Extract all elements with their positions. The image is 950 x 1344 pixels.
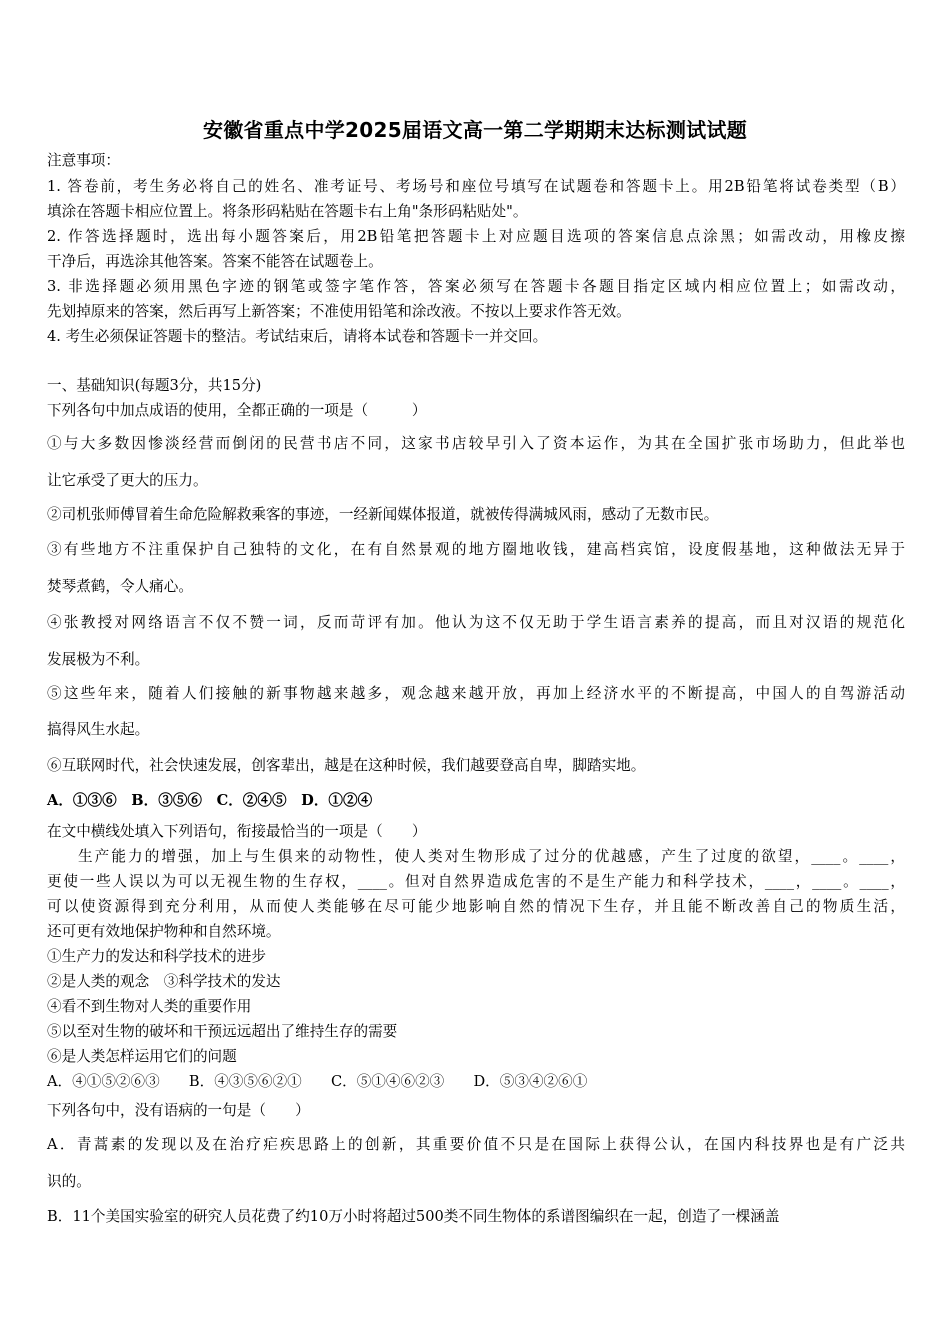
question-1-sentence: ⑤这些年来，随着人们接触的新事物越来越多，观念越来越开放，再加上经济水平的不断提高，中国人的自驾游活动 — [47, 685, 905, 702]
question-2-passage: 更使一些人误以为可以无视生物的生存权，____。但对自然界造成危害的不是生产能力和科学技术，____，____。____， — [47, 873, 905, 890]
question-1-sentence: 让它承受了更大的压力。 — [47, 472, 208, 489]
question-2-item: ②是人类的观念 ③科学技术的发达 — [47, 973, 281, 990]
question-1-sentence: ③有些地方不注重保护自己独特的文化，在有自然景观的地方圈地收钱，建高档宾馆，设度假基地，这种做法无异于 — [47, 541, 905, 558]
question-1-stem: 下列各句中加点成语的使用，全都正确的一项是（ ） — [47, 402, 427, 419]
question-1-sentence: ②司机张师傅冒着生命危险解救乘客的事迹，一经新闻媒体报道，就被传得满城风雨，感动了无数市民。 — [47, 506, 719, 523]
page-title: 安徽省重点中学2025届语文高一第二学期期末达标测试试题 — [202, 118, 748, 142]
question-2-passage: 生产能力的增强，加上与生俱来的动物性，使人类对生物形成了过分的优越感，产生了过度的欲望，____。____， — [78, 848, 905, 865]
question-2-item: ⑤以至对生物的破坏和干预远远超出了维持生存的需要 — [47, 1023, 398, 1040]
question-1-options: A．①③⑥ B．③⑤⑥ C．②④⑤ D．①②④ — [47, 792, 373, 809]
question-2-item: ④看不到生物对人类的重要作用 — [47, 998, 252, 1015]
notice-line: 干净后，再选涂其他答案。答案不能答在试题卷上。 — [47, 253, 383, 270]
question-2-stem: 在文中横线处填入下列语句，衔接最恰当的一项是（ ） — [47, 823, 427, 840]
question-1-sentence: ①与大多数因惨淡经营而倒闭的民营书店不同，这家书店较早引入了资本运作，为其在全国扩张市场助力，但此举也 — [47, 435, 905, 452]
notice-line: 1. 答卷前，考生务必将自己的姓名、准考证号、考场号和座位号填写在试题卷和答题卡上。用2B铅笔将试卷类型（B） — [47, 178, 905, 195]
section-heading: 一、基础知识(每题3分，共15分) — [47, 377, 262, 394]
question-2-passage: 还可更有效地保护物种和自然环境。 — [47, 923, 281, 940]
question-1-sentence: ⑥互联网时代，社会快速发展，创客辈出，越是在这种时候，我们越要登高自卑，脚踏实地。 — [47, 757, 646, 774]
question-1-sentence: ④张教授对网络语言不仅不赞一词，反而苛评有加。他认为这不仅无助于学生语言素养的提高，而且对汉语的规范化 — [47, 614, 905, 631]
question-3-option-b: B．11个美国实验室的研究人员花费了约10万小时将超过500类不同生物体的系谱图编织在一起，创造了一棵涵盖 — [47, 1208, 780, 1225]
question-2-options: A．④①⑤②⑥③ B．④③⑤⑥②① C．⑤①④⑥②③ D．⑤③④②⑥① — [47, 1073, 588, 1090]
notice-line: 3. 非选择题必须用黑色字迹的钢笔或签字笔作答，答案必须写在答题卡各题目指定区域内相应位置上；如需改动， — [47, 278, 905, 295]
notice-heading: 注意事项： — [47, 152, 120, 169]
question-2-item: ⑥是人类怎样运用它们的问题 — [47, 1048, 237, 1065]
question-2-passage: 可以使资源得到充分利用，从而使人类能够在尽可能少地影响自然的情况下生存，并且能不断改善自己的物质生活， — [47, 898, 905, 915]
question-1-sentence: 发展极为不利。 — [47, 651, 150, 668]
notice-line: 先划掉原来的答案，然后再写上新答案；不准使用铅笔和涂改液。不按以上要求作答无效。 — [47, 303, 631, 320]
question-3-stem: 下列各句中，没有语病的一句是（ ） — [47, 1102, 310, 1119]
question-1-sentence: 搞得风生水起。 — [47, 721, 150, 738]
question-3-option-a: A．青蒿素的发现以及在治疗疟疾思路上的创新，其重要价值不只是在国际上获得公认，在国内科技界也是有广泛共 — [47, 1136, 905, 1153]
notice-line: 4. 考生必须保证答题卡的整洁。考试结束后，请将本试卷和答题卡一并交回。 — [47, 328, 548, 345]
notice-line: 填涂在答题卡相应位置上。将条形码粘贴在答题卡右上角"条形码粘贴处"。 — [47, 203, 528, 220]
notice-line: 2. 作答选择题时，选出每小题答案后，用2B铅笔把答题卡上对应题目选项的答案信息点涂黑；如需改动，用橡皮擦 — [47, 228, 905, 245]
question-2-item: ①生产力的发达和科学技术的进步 — [47, 948, 266, 965]
question-1-sentence: 焚琴煮鹤，令人痛心。 — [47, 578, 193, 595]
question-3-option-a-cont: 识的。 — [47, 1173, 91, 1190]
